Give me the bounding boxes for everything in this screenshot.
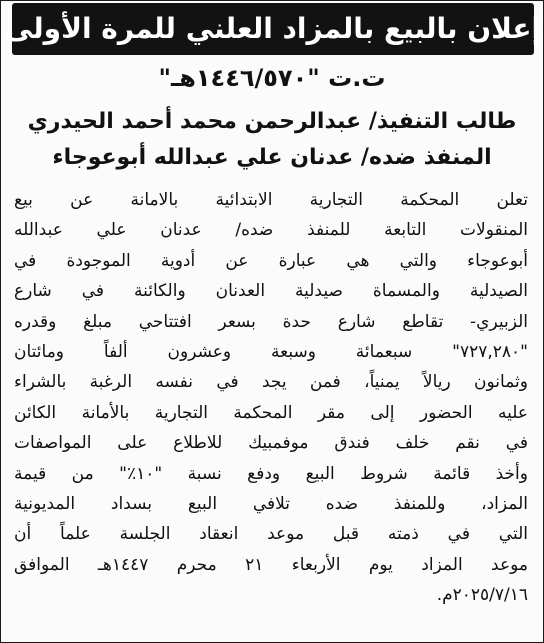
body-line: "٧٢٧,٢٨٠" سبعمائة وسبعة وعشرون ألفاً ومائتان <box>14 342 528 363</box>
body-line: عليه الحضور إلى مقر المحكمة التجارية بالأمانة الكائن <box>14 402 528 423</box>
body-line: الزبيري- تقاطع شارع حدة بسعر افتتاحي مبلغ وقدره <box>14 311 528 332</box>
body-line: الصيدلية والمسماة صيدلية العدنان والكائنة في شارع <box>14 281 528 302</box>
body-line: المزاد، وللمنفذ ضده تلافي البيع بسداد المديونية <box>14 494 528 515</box>
notice-body <box>14 185 528 611</box>
notice-title: إعلان بالبيع بالمزاد العلني للمرة الأولى <box>4 12 542 45</box>
body-line: وأخذ قائمة شروط البيع ودفع نسبة "١٠٪" من قيمة <box>14 463 528 484</box>
applicant-line: طالب التنفيذ/ عبدالرحمن محمد أحمد الحيدري <box>27 109 517 134</box>
body-line: موعد المزاد يوم الأربعاء ٢١ محرم ١٤٤٧هـ الموافق <box>14 554 528 575</box>
body-line: أبوعوجاء والتي هي عبارة عن أدوية الموجودة في <box>14 250 528 271</box>
body-line: المنقولات التابعة للمنفذ ضده/ عدنان علي عبدالله <box>14 220 528 241</box>
respondent-line: المنفذ ضده/ عدنان علي عبدالله أبوعوجاء <box>52 145 492 170</box>
body-line: ٢٠٢٥/٧/١٦م. <box>436 585 528 606</box>
body-line: تعلن المحكمة التجارية الابتدائية بالامانة عن بيع <box>14 190 528 210</box>
body-line: التي في ذمته قبل موعد انعقاد الجلسة علماً أن <box>14 524 528 545</box>
case-reference: ت.ت "١٤٤٦/٥٧٠هـ" <box>158 64 386 92</box>
body-line: في نقم خلف فندق موفمبيك للاطلاع على المواصفات <box>14 433 528 454</box>
body-line: وثمانون ريالاً يمنياً، فمن يجد في نفسه الرغبة بالشراء <box>14 372 528 393</box>
title-banner <box>4 3 542 55</box>
